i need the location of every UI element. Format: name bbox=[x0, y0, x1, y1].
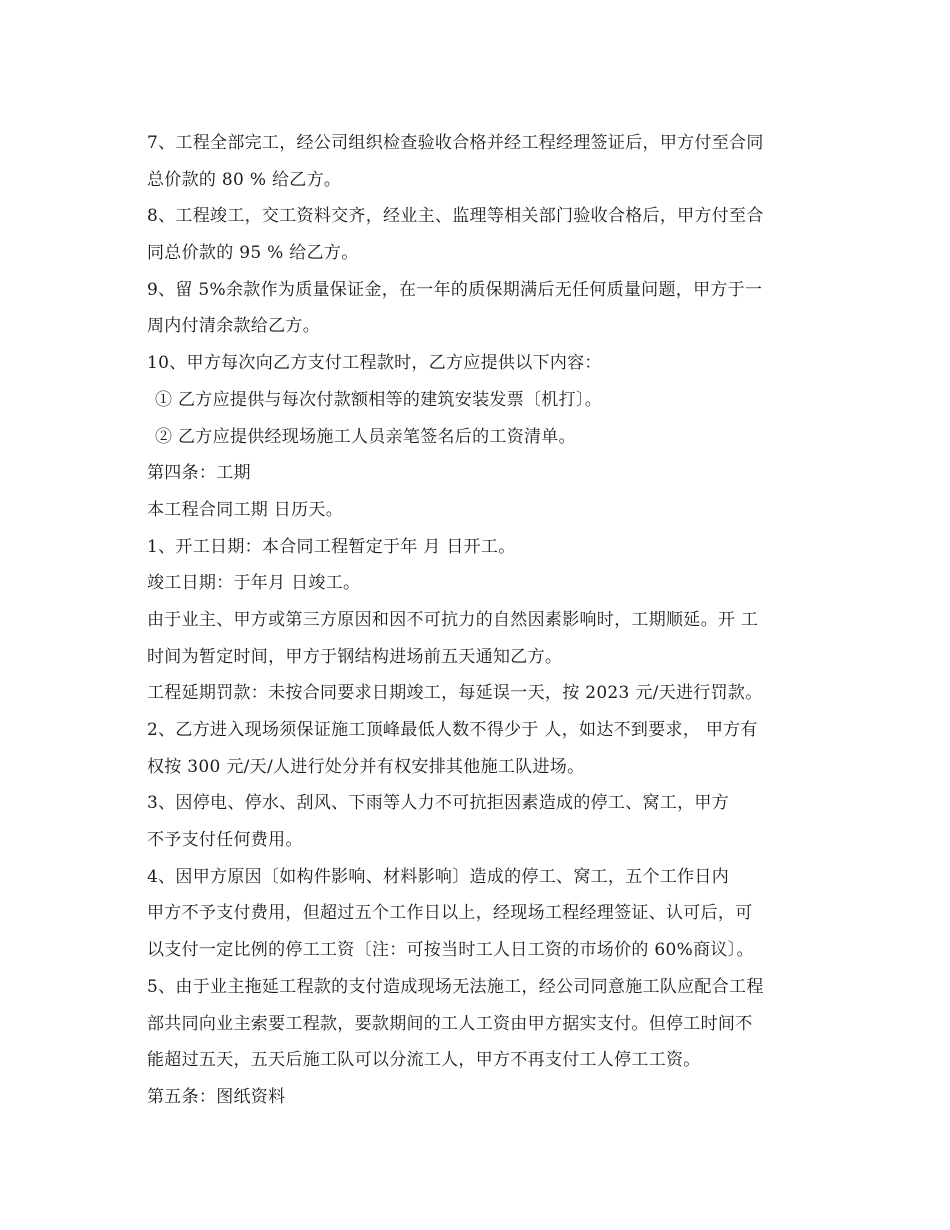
start-date-line: 1、开工日期：本合同工程暂定于年 月 日开工。 bbox=[147, 536, 516, 557]
extension-line-1: 由于业主、甲方或第三方原因和因不可抗力的自然因素影响时，工期顺延。开 工 bbox=[147, 609, 759, 630]
clause-8-line-1: 8、工程竣工，交工资料交齐，经业主、监理等相关部门验收合格后，甲方付至合 bbox=[147, 206, 764, 227]
clause-8-line-2: 同总价款的 95 % 给乙方。 bbox=[147, 243, 359, 264]
clause-10-item-1: ① 乙方应提供与每次付款额相等的建筑安装发票〔机打〕。 bbox=[155, 389, 603, 410]
item-2-line-2: 权按 300 元/天/人进行处分并有权安排其他施工队进场。 bbox=[147, 756, 585, 777]
clause-10-line: 10、甲方每次向乙方支付工程款时，乙方应提供以下内容： bbox=[147, 353, 602, 374]
extension-line-2: 时间为暂定时间，甲方于钢结构进场前五天通知乙方。 bbox=[147, 646, 563, 667]
item-4-line-3: 以支付一定比例的停工工资〔注：可按当时工人日工资的市场价的 60%商议〕。 bbox=[147, 940, 754, 961]
clause-7-line-2: 总价款的 80 % 给乙方。 bbox=[147, 169, 342, 190]
item-4-line-1: 4、因甲方原因〔如构件影响、材料影响〕造成的停工、窝工，五个工作日内 bbox=[147, 866, 730, 887]
article-5-heading: 第五条：图纸资料 bbox=[147, 1086, 286, 1107]
article-4-heading: 第四条：工期 bbox=[147, 463, 251, 484]
item-3-line-2: 不予支付任何费用。 bbox=[147, 830, 303, 851]
item-5-line-1: 5、由于业主拖延工程款的支付造成现场无法施工，经公司同意施工队应配合工程 bbox=[147, 976, 764, 997]
item-5-line-2: 部共同向业主索要工程款，要款期间的工人工资由甲方据实支付。但停工时间不 bbox=[147, 1013, 753, 1034]
clause-10-item-2: ② 乙方应提供经现场施工人员亲笔签名后的工资清单。 bbox=[155, 426, 576, 447]
item-4-line-2: 甲方不予支付费用，但超过五个工作日以上，经现场工程经理签证、认可后，可 bbox=[147, 903, 753, 924]
clause-9-line-2: 周内付清余款给乙方。 bbox=[147, 316, 320, 337]
item-2-line-1: 2、乙方进入现场须保证施工顶峰最低人数不得少于 人，如达不到要求， 甲方有 bbox=[147, 720, 758, 740]
completion-date-line: 竣工日期：于年月 日竣工。 bbox=[147, 573, 361, 594]
delay-penalty-line: 工程延期罚款：未按合同要求日期竣工，每延误一天，按 2023 元/天进行罚款。 bbox=[147, 683, 763, 704]
clause-7-line-1: 7、工程全部完工，经公司组织检查验收合格并经工程经理签证后，甲方付至合同 bbox=[147, 133, 764, 153]
clause-9-line-1: 9、留 5%余款作为质量保证金，在一年的质保期满后无任何质量问题，甲方于一 bbox=[147, 279, 763, 300]
document-body bbox=[147, 125, 827, 1116]
contract-period-line: 本工程合同工期 日历天。 bbox=[147, 499, 344, 520]
item-3-line-1: 3、因停电、停水、刮风、下雨等人力不可抗拒因素造成的停工、窝工，甲方 bbox=[147, 793, 730, 814]
item-5-line-3: 能超过五天，五天后施工队可以分流工人，甲方不再支付工人停工工资。 bbox=[147, 1050, 701, 1071]
